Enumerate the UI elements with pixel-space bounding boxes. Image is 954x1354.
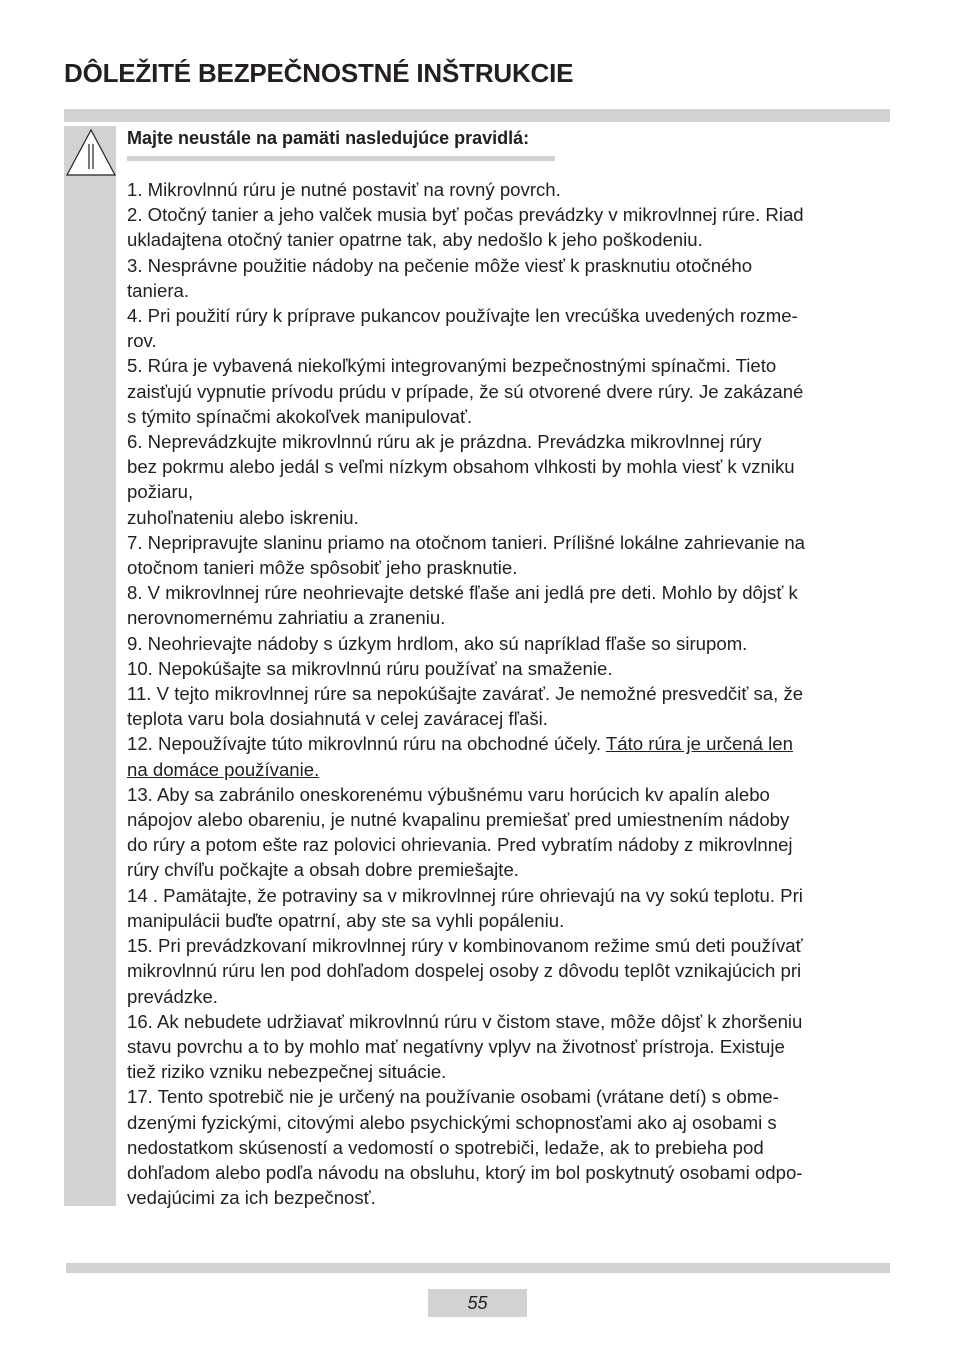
footer-divider [66,1263,890,1273]
rule-item-3: 3. Nesprávne použitie nádoby na pečenie môže viesť k prasknutiu otočného taniera. [127,254,753,301]
rule-item-12 [127,731,892,781]
safety-rules-list [127,177,892,1210]
rule-item-10: 10. Nepokúšajte sa mikrovlnnú rúru používať na smaženie. [127,657,613,679]
rule-item-16: 16. Ak nebudete udržiavať mikrovlnnú rúru v čistom stave, môže dôjsť k zhoršeniu stavu povrchu a to by mohlo mať negatívny vplyv na životnosť prístroja. Existuje tiež riziko vzniku nebezpečnej situácie. [127,1010,803,1083]
rule-item-5: 5. Rúra je vybavená niekoľkými integrovanými bezpečnostnými spínačmi. Tieto zaisťujú vypnutie prívodu prúdu v prípade, že sú otvorené dvere rúry. Je zakázané s týmito spínačmi akokoľvek manipulovať. [127,355,804,427]
warning-triangle-icon [64,127,118,177]
heading-underline [127,156,555,161]
rule-item-6: 6. Neprevádzkujte mikrovlnnú rúru ak je prázdna. Prevádzka mikrovlnnej rúry bez pokrmu alebo jedál s veľmi nízkym obsahom vlhkosti by mohla viesť k vzniku požiaru, zuhoľnateniu alebo iskreniu. [127,431,795,528]
rule-item-12-underlined: Táto rúra je určená len na domáce používanie. [127,733,793,780]
rule-item-15: 15. Pri prevádzkovaní mikrovlnnej rúry v kombinovanom režime smú deti používať mikrovlnnú rúru len pod dohľadom dospelej osoby z dôvodu teplôt vznikajúcich pri prevádzke. [127,935,803,1007]
header-divider [64,109,890,122]
rule-item-14: 14 . Pamätajte, že potraviny sa v mikrovlnnej rúre ohrievajú na vy sokú teplotu. Pri manipulácii buďte opatrní, aby ste sa vyhli popáleniu. [127,884,803,931]
page-number: 55 [428,1289,527,1317]
rule-item-1: 1. Mikrovlnnú rúru je nutné postaviť na rovný povrch. [127,179,561,200]
rule-item-8: 8. V mikrovlnnej rúre neohrievajte detské fľaše ani jedlá pre deti. Mohlo by dôjsť k nerovnomernému zahriatiu a zraneniu. [127,582,798,629]
side-strip [64,126,116,1206]
rule-item-12-text: 12. Nepoužívajte túto mikrovlnnú rúru na obchodné účely. [127,733,606,755]
rule-item-11: 11. V tejto mikrovlnnej rúre sa nepokúšajte zavárať. Je nemožné presvedčiť sa, že teplota varu bola dosiahnutá v celej zaváracej fľaši. [127,683,804,730]
rule-item-13: 13. Aby sa zabránilo oneskorenému výbušnému varu horúcich kv apalín alebo nápojov alebo obareniu, je nutné kvapalinu premiešať pred umiestnením nádoby do rúry a potom ešte raz polovici ohrievania. Pred vybratím nádoby z mikrovlnnej rúry chvíľu počkajte a obsah dobre premiešajte. [127,783,793,881]
rule-item-7: 7. Nepripravujte slaninu priamo na otočnom tanieri. Prílišné lokálne zahrievanie na otočnom tanieri môže spôsobiť jeho prasknutie. [127,531,806,579]
page-title: DÔLEŽITÉ BEZPEČNOSTNÉ INŠTRUKCIE [64,58,574,88]
rule-item-4: 4. Pri použití rúry k príprave pukancov používajte len vrecúška uvedených rozme- rov. [127,305,798,352]
rule-item-17: 17. Tento spotrebič nie je určený na používanie osobami (vrátane detí) s obme- dzenými fyzickými, citovými alebo psychickými schopnosťami ako aj osobami s nedostatkom skúseností a vedomostí o spotrebiči, ledaže, ak to prebieha pod dohľadom alebo podľa návodu na obsluhu, ktorý im bol poskytnutý osobami odpo- vedajúcimi za ich bezpečnosť. [127,1086,803,1209]
rule-item-2: 2. Otočný tanier a jeho valček musia byť počas prevádzky v mikrovlnnej rúre. Riad ukladajtena otočný tanier opatrne tak, aby nedošlo k jeho poškodeniu. [127,204,804,251]
rule-item-9: 9. Neohrievajte nádoby s úzkym hrdlom, ako sú napríklad fľaše so sirupom. [127,632,748,654]
rules-heading: Majte neustále na pamäti nasledujúce pravidlá: [127,128,530,148]
